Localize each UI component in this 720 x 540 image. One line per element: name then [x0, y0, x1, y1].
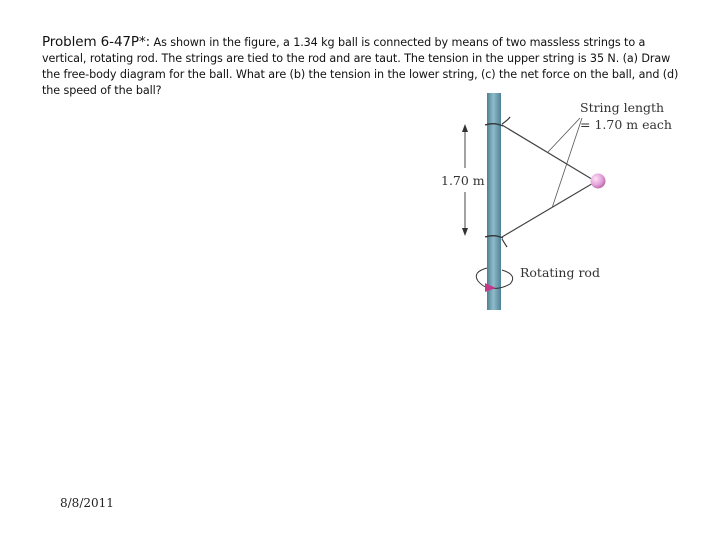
problem-label: Problem 6-47P*:: [42, 34, 151, 50]
ball: [591, 174, 606, 189]
string-length-label-line1: String length: [580, 100, 665, 115]
string-length-label-line2: = 1.70 m each: [580, 117, 672, 132]
lower-string: [502, 182, 595, 237]
problem-body: As shown in the figure, a 1.34 kg ball is connected by means of two massless strings to a vertical, rotating rod. The strings are tied to the rod and are taut. The tension in the upper string is 35 N. (a) Draw the free-body diagram for the ball. What are (b) the tension in the lower string, (c) the net force on the ball, and (d) the speed of the ball?: [42, 36, 679, 97]
upper-string: [502, 125, 595, 181]
slide-date: 8/8/2011: [60, 496, 114, 510]
rotating-rod-label: Rotating rod: [520, 265, 600, 280]
distance-label: 1.70 m: [441, 173, 485, 188]
rotating-rod-figure: [430, 90, 680, 312]
rotating-rod: [487, 93, 501, 310]
label-leader-upper: [548, 118, 580, 152]
